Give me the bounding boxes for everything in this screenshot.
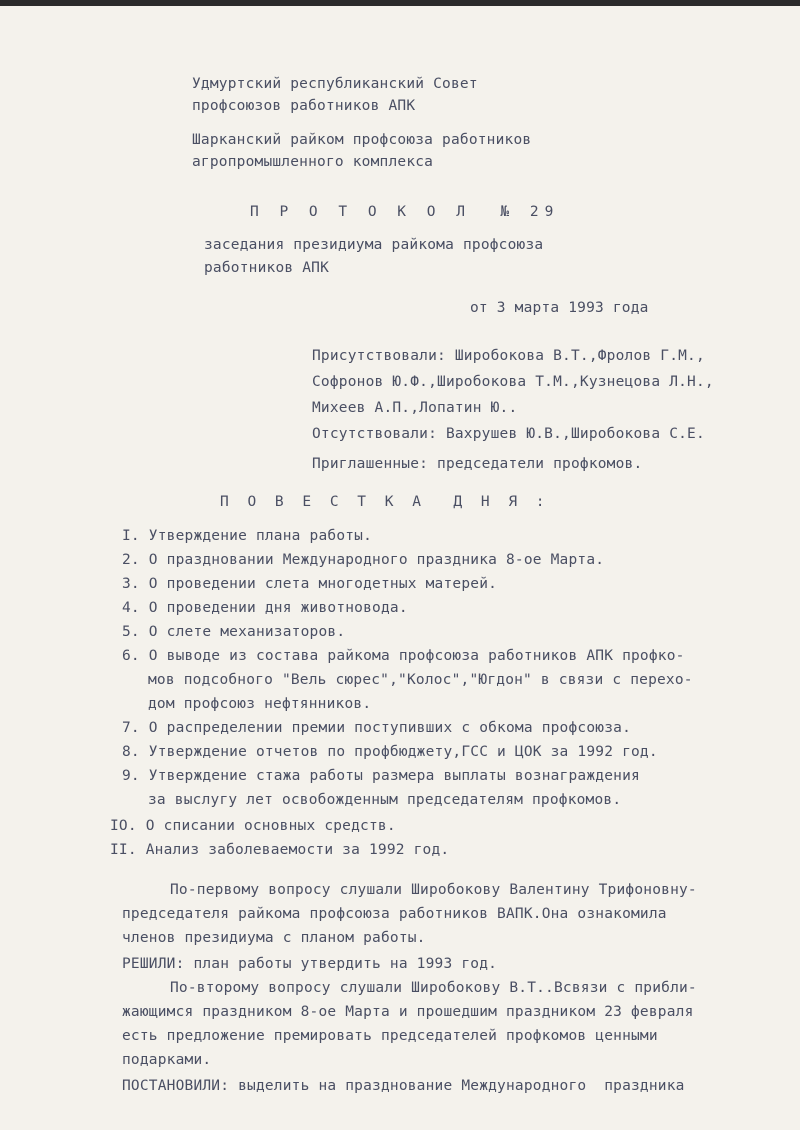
agenda-item: II. Анализ заболеваемости за 1992 год. [110, 842, 450, 858]
body-line: жающимся праздником 8-ое Марта и прошедшим праздником 23 февраля [122, 1004, 694, 1020]
agenda-item: 6. О выводе из состава райкома профсоюза работников АПК профко- [122, 648, 685, 664]
agenda-item: 2. О праздновании Международного праздника 8-ое Марта. [122, 552, 605, 568]
present-line-1: Присутствовали: Широбокова В.Т.,Фролов Г.М., [312, 348, 705, 364]
body-line: есть предложение премировать председателей профкомов ценными [122, 1028, 658, 1044]
header-line-3: Шарканский райком профсоюза работников [192, 132, 532, 148]
resolution-line: ПОСТАНОВИЛИ: выделить на празднование Международного праздника [122, 1078, 685, 1094]
body-line: По-второму вопросу слушали Широбокову В.Т..Всвязи с прибли- [170, 980, 697, 996]
agenda-item-continuation: дом профсоюз нефтянников. [148, 696, 372, 712]
present-line-2: Софронов Ю.Ф.,Широбокова Т.М.,Кузнецова Л.Н., [312, 374, 714, 390]
protocol-date: от 3 марта 1993 года [470, 300, 649, 316]
header-line-1: Удмуртский республиканский Совет [192, 76, 478, 92]
protocol-subtitle-1: заседания президиума райкома профсоюза [204, 237, 544, 253]
body-line: По-первому вопросу слушали Широбокову Валентину Трифоновну- [170, 882, 697, 898]
absent-line: Отсутствовали: Вахрушев Ю.В.,Широбокова С.Е. [312, 426, 705, 442]
protocol-title: П Р О Т О К О Л № 29 [250, 204, 560, 220]
agenda-item: 7. О распределении премии поступивших с обкома профсоюза. [122, 720, 631, 736]
present-line-3: Михеев А.П.,Лопатин Ю.. [312, 400, 518, 416]
invited-line: Приглашенные: председатели профкомов. [312, 456, 643, 472]
protocol-subtitle-2: работников АПК [204, 260, 330, 276]
body-line: подарками. [122, 1052, 212, 1068]
body-line: председателя райкома профсоюза работников ВАПК.Она ознакомила [122, 906, 667, 922]
agenda-item: I. Утверждение плана работы. [122, 528, 373, 544]
agenda-item: 4. О проведении дня животновода. [122, 600, 408, 616]
header-line-4: агропромышленного комплекса [192, 154, 434, 170]
agenda-item: 5. О слете механизаторов. [122, 624, 346, 640]
agenda-item: 8. Утверждение отчетов по профбюджету,ГСС и ЦОК за 1992 год. [122, 744, 658, 760]
header-line-2: профсоюзов работников АПК [192, 98, 416, 114]
agenda-heading: П О В Е С Т К А Д Н Я : [220, 494, 550, 510]
agenda-item: IO. О списании основных средств. [110, 818, 396, 834]
agenda-item: 3. О проведении слета многодетных матерей. [122, 576, 498, 592]
agenda-item-continuation: мов подсобного "Вель сюрес","Колос","Югдон" в связи с перехо- [148, 672, 693, 688]
agenda-item-continuation: за выслугу лет освобожденным председателям профкомов. [148, 792, 622, 808]
decision-line: РЕШИЛИ: план работы утвердить на 1993 год. [122, 956, 498, 972]
agenda-item: 9. Утверждение стажа работы размера выплаты вознаграждения [122, 768, 640, 784]
body-line: членов президиума с планом работы. [122, 930, 426, 946]
